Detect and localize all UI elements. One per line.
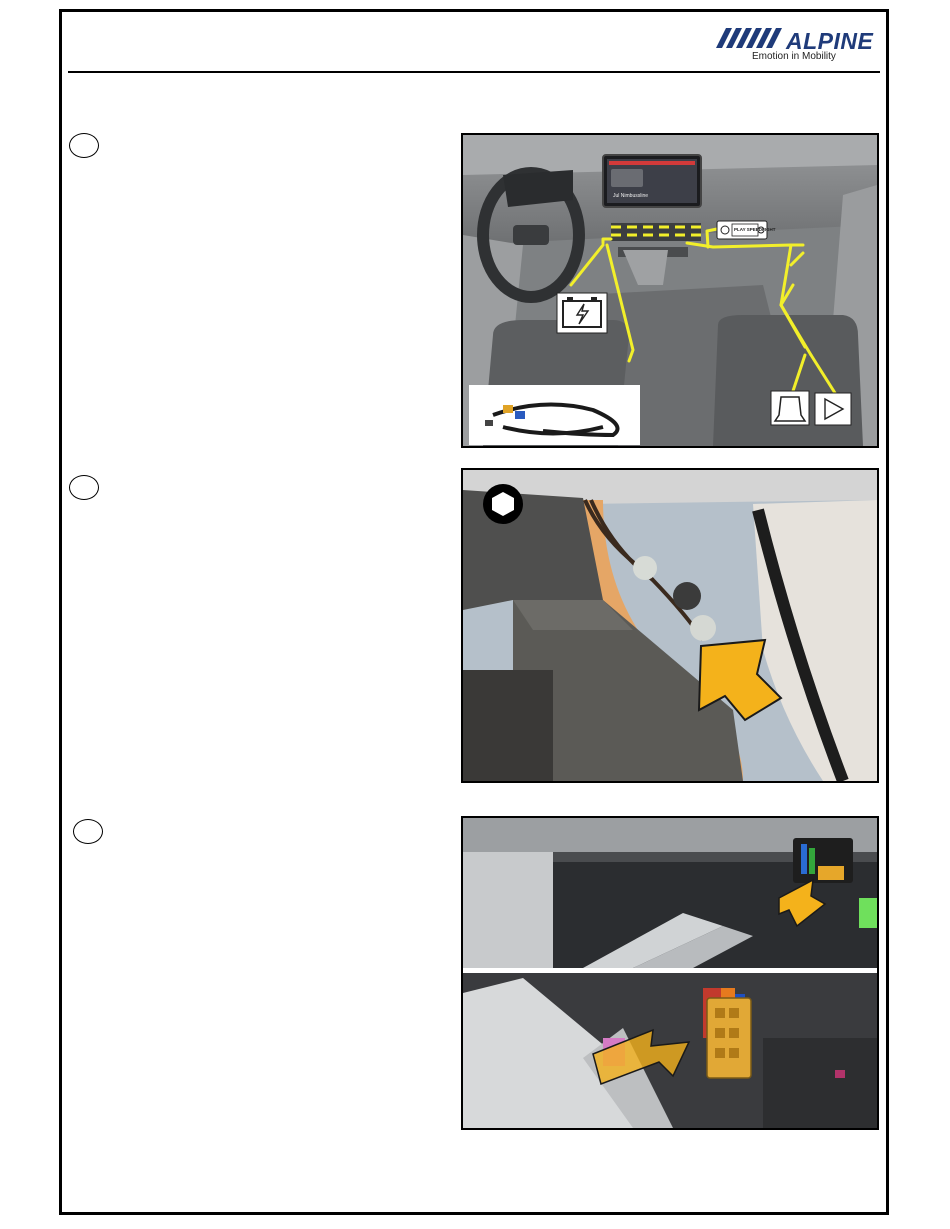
play-icon <box>815 393 851 425</box>
battery-icon <box>557 293 607 333</box>
screen-title: Jul Nimbussline <box>613 193 649 199</box>
pillar-illustration <box>463 470 877 781</box>
header-rule <box>68 71 880 73</box>
dashboard-photo <box>461 133 879 448</box>
hex-tool-icon <box>483 484 523 524</box>
dashboard-illustration <box>463 135 877 446</box>
speedfight-badge <box>717 221 776 239</box>
step-3-marker <box>73 819 103 844</box>
connector-photo <box>461 816 879 1130</box>
svg-text:PLAY SPEEDFIGHT: PLAY SPEEDFIGHT <box>734 227 776 232</box>
pillar-photo <box>461 468 879 783</box>
brand-name: ALPINE <box>786 28 874 54</box>
connector-illustration <box>463 818 877 1128</box>
speaker-icon <box>771 391 809 425</box>
step-2-marker <box>69 475 99 500</box>
brand-tagline: Emotion in Mobility <box>752 51 836 62</box>
step-1-marker <box>69 133 99 158</box>
